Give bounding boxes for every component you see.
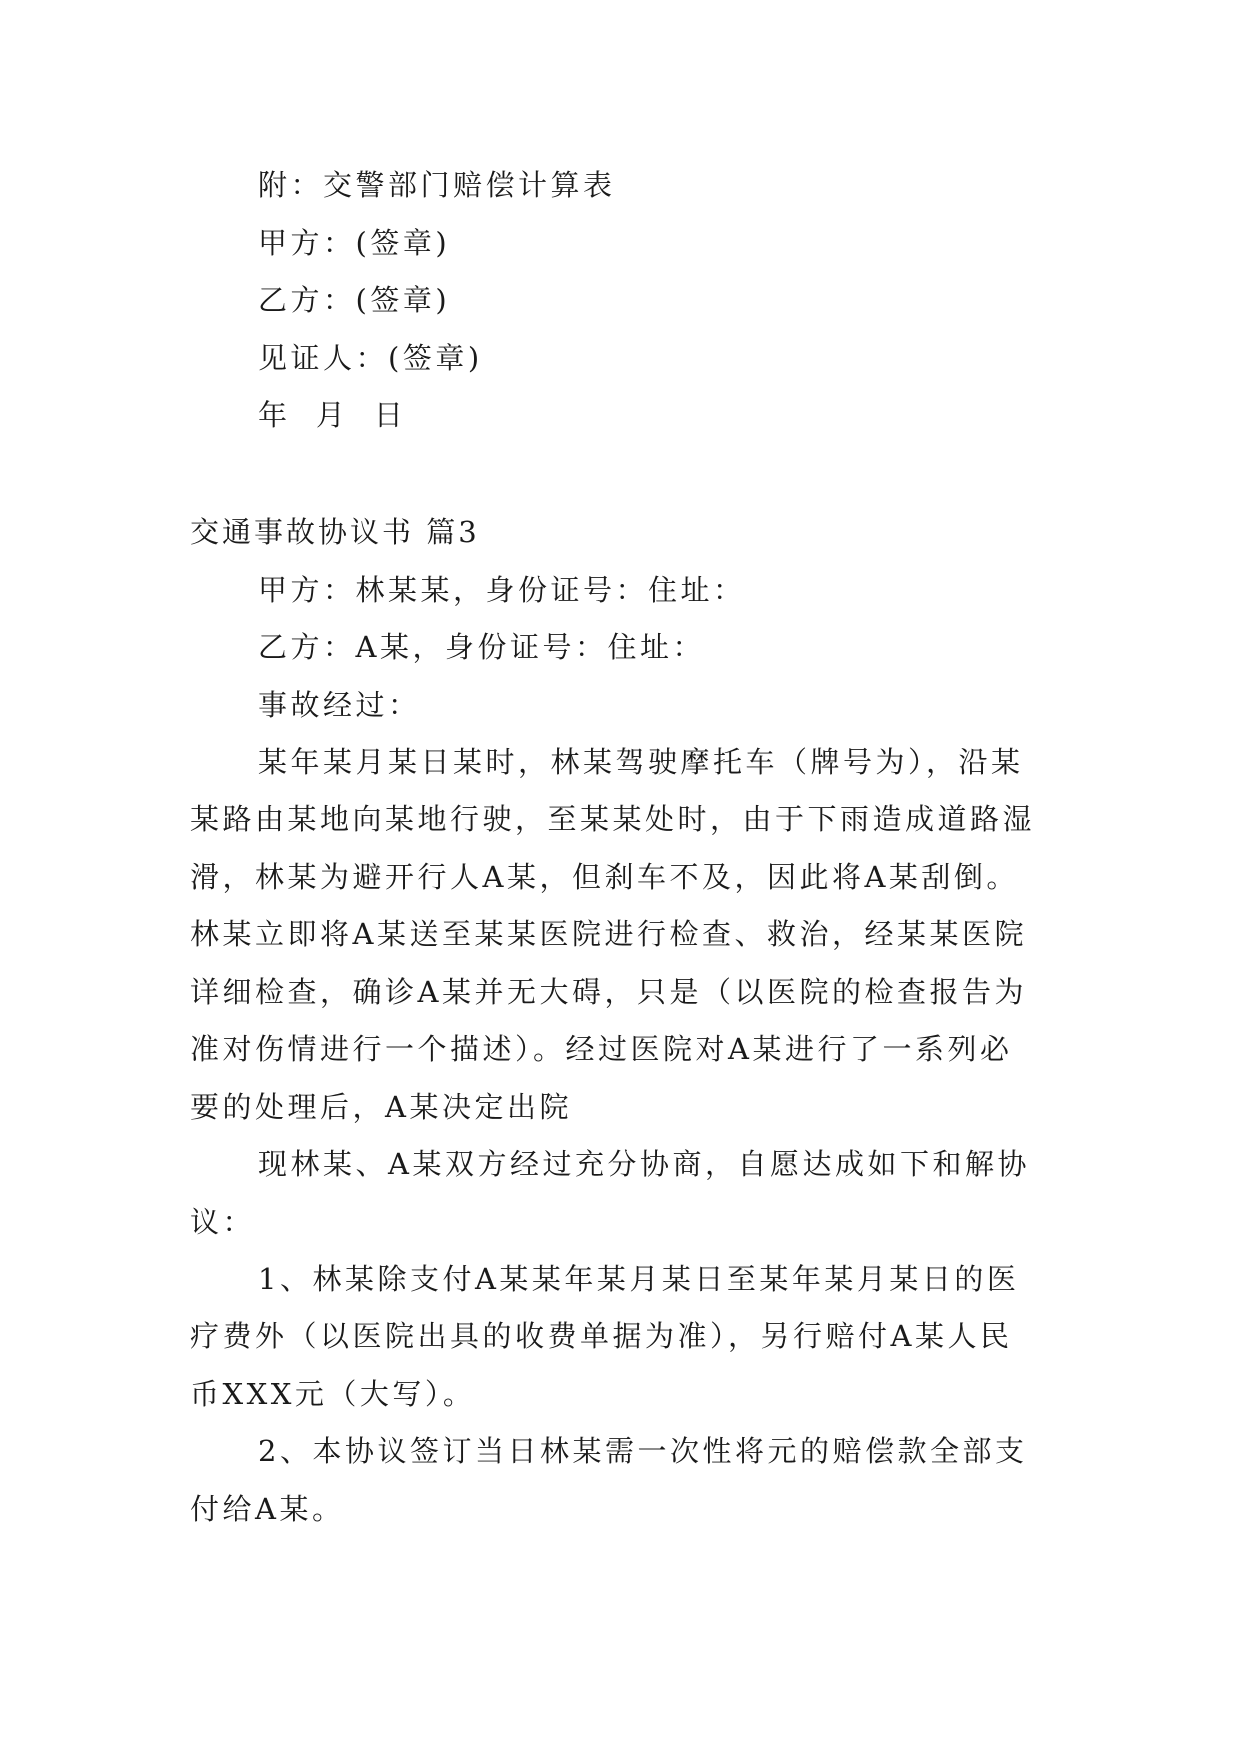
date-line: 年 月 日 xyxy=(258,398,407,432)
attachment-line: 附：交警部门赔偿计算表 xyxy=(258,168,616,202)
paragraph-line: 详细检查，确诊A某并无大碍，只是（以医院的检查报告为 xyxy=(190,975,1027,1009)
clause-1-line: 疗费外（以医院出具的收费单据为准），另行赔付A某人民 xyxy=(190,1319,1013,1353)
paragraph-line: 议： xyxy=(190,1205,256,1239)
witness-signature-line: 见证人：(签章) xyxy=(258,341,483,375)
clause-2-line: 付给A某。 xyxy=(190,1492,345,1526)
clause-2-line: 2、本协议签订当日林某需一次性将元的赔偿款全部支 xyxy=(258,1434,1028,1468)
section-heading: 交通事故协议书 篇3 xyxy=(190,515,480,549)
party-b-info-line: 乙方：A某，身份证号：住址： xyxy=(258,630,705,664)
clause-1-line: 币XXX元（大写）。 xyxy=(190,1377,476,1411)
party-b-signature-line: 乙方：(签章) xyxy=(258,283,451,317)
paragraph-line: 要的处理后，A某决定出院 xyxy=(190,1090,572,1124)
paragraph-line: 准对伤情进行一个描述）。经过医院对A某进行了一系列必 xyxy=(190,1032,1013,1066)
paragraph-line: 某年某月某日某时，林某驾驶摩托车（牌号为），沿某 xyxy=(258,745,1024,779)
party-a-signature-line: 甲方：(签章) xyxy=(258,226,451,260)
paragraph-line: 现林某、A某双方经过充分协商，自愿达成如下和解协 xyxy=(258,1147,1030,1181)
accident-heading-line: 事故经过： xyxy=(258,688,421,722)
paragraph-line: 林某立即将A某送至某某医院进行检查、救治，经某某医院 xyxy=(190,917,1027,951)
paragraph-line: 滑，林某为避开行人A某，但刹车不及，因此将A某刮倒。 xyxy=(190,860,1019,894)
clause-1-line: 1、林某除支付A某某年某月某日至某年某月某日的医 xyxy=(258,1262,1020,1296)
paragraph-line: 某路由某地向某地行驶，至某某处时，由于下雨造成道路湿 xyxy=(190,802,1036,836)
party-a-info-line: 甲方：林某某，身份证号：住址： xyxy=(258,573,746,607)
